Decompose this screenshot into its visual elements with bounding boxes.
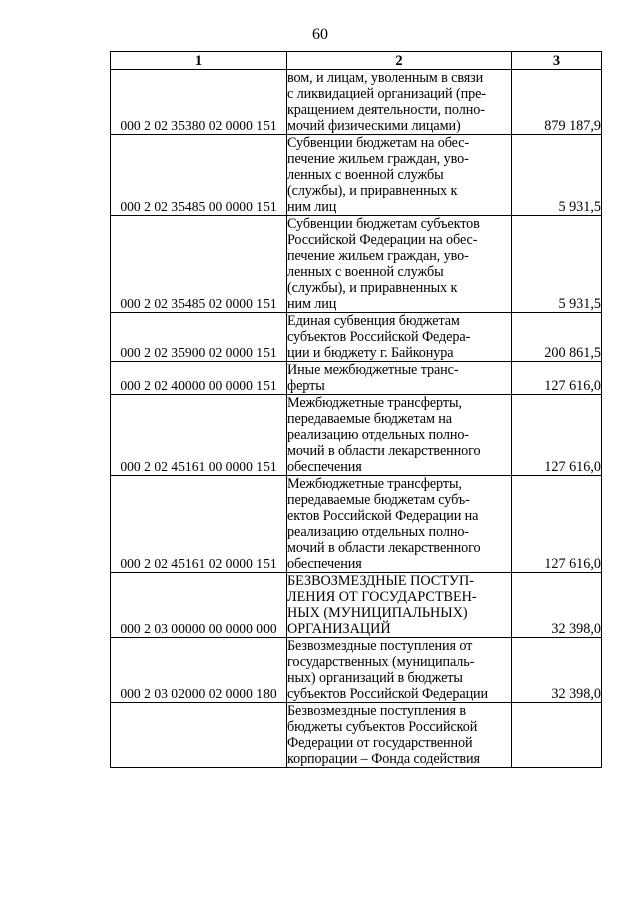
table-row [111, 476, 602, 573]
row-name: Единая субвенция бюджетам субъектов Российской Федера- ции и бюджету г. Байконура [287, 313, 512, 362]
row-code [111, 703, 287, 768]
column-header-amount: 3 [512, 52, 602, 70]
row-name: Безвозмездные поступления в бюджеты субъектов Российской Федерации от государственной корпорации – Фонда содействия [287, 703, 512, 768]
table-header-row [111, 52, 602, 70]
table-row [111, 70, 602, 135]
row-code: 000 2 03 00000 00 0000 000 [111, 573, 287, 638]
table-row [111, 216, 602, 313]
table-row [111, 573, 602, 638]
budget-revenue-table [110, 51, 602, 768]
row-amount: 32 398,0 [512, 638, 602, 703]
row-amount: 5 931,5 [512, 216, 602, 313]
table-row [111, 362, 602, 395]
row-name: Межбюджетные трансферты, передаваемые бюджетам на реализацию отдельных полно- мочий в области лекарственного обеспечения [287, 395, 512, 476]
row-amount: 127 616,0 [512, 476, 602, 573]
column-header-code: 1 [111, 52, 287, 70]
row-amount [512, 703, 602, 768]
row-code: 000 2 02 45161 02 0000 151 [111, 476, 287, 573]
row-code: 000 2 02 35485 02 0000 151 [111, 216, 287, 313]
row-name: Субвенции бюджетам на обес- печение жильем граждан, уво- ленных с военной службы (службы), и приравненных к ним лиц [287, 135, 512, 216]
table-row [111, 703, 602, 768]
row-amount: 32 398,0 [512, 573, 602, 638]
row-amount: 5 931,5 [512, 135, 602, 216]
row-amount: 879 187,9 [512, 70, 602, 135]
row-amount: 127 616,0 [512, 395, 602, 476]
row-name: Безвозмездные поступления от государственных (муниципаль- ных) организаций в бюджеты субъектов Российской Федерации [287, 638, 512, 703]
row-code: 000 2 03 02000 02 0000 180 [111, 638, 287, 703]
row-code: 000 2 02 45161 00 0000 151 [111, 395, 287, 476]
row-code: 000 2 02 40000 00 0000 151 [111, 362, 287, 395]
row-name: Субвенции бюджетам субъектов Российской Федерации на обес- печение жильем граждан, уво- ленных с военной службы (службы), и приравненных к ним лиц [287, 216, 512, 313]
page-number: 60 [312, 26, 328, 43]
table-row [111, 135, 602, 216]
row-name: Межбюджетные трансферты, передаваемые бюджетам субъ- ектов Российской Федерации на реализацию отдельных полно- мочий в области лекарственного обеспечения [287, 476, 512, 573]
table-row [111, 395, 602, 476]
row-name: БЕЗВОЗМЕЗДНЫЕ ПОСТУП- ЛЕНИЯ ОТ ГОСУДАРСТВЕН- НЫХ (МУНИЦИПАЛЬНЫХ) ОРГАНИЗАЦИЙ [287, 573, 512, 638]
row-amount: 200 861,5 [512, 313, 602, 362]
table-row [111, 638, 602, 703]
row-name: Иные межбюджетные транс- ферты [287, 362, 512, 395]
row-name: вом, и лицам, уволенным в связи с ликвидацией организаций (пре- кращением деятельности, полно- мочий физическими лицами) [287, 70, 512, 135]
row-code: 000 2 02 35380 02 0000 151 [111, 70, 287, 135]
row-code: 000 2 02 35900 02 0000 151 [111, 313, 287, 362]
row-code: 000 2 02 35485 00 0000 151 [111, 135, 287, 216]
column-header-name: 2 [287, 52, 512, 70]
table-row [111, 313, 602, 362]
row-amount: 127 616,0 [512, 362, 602, 395]
